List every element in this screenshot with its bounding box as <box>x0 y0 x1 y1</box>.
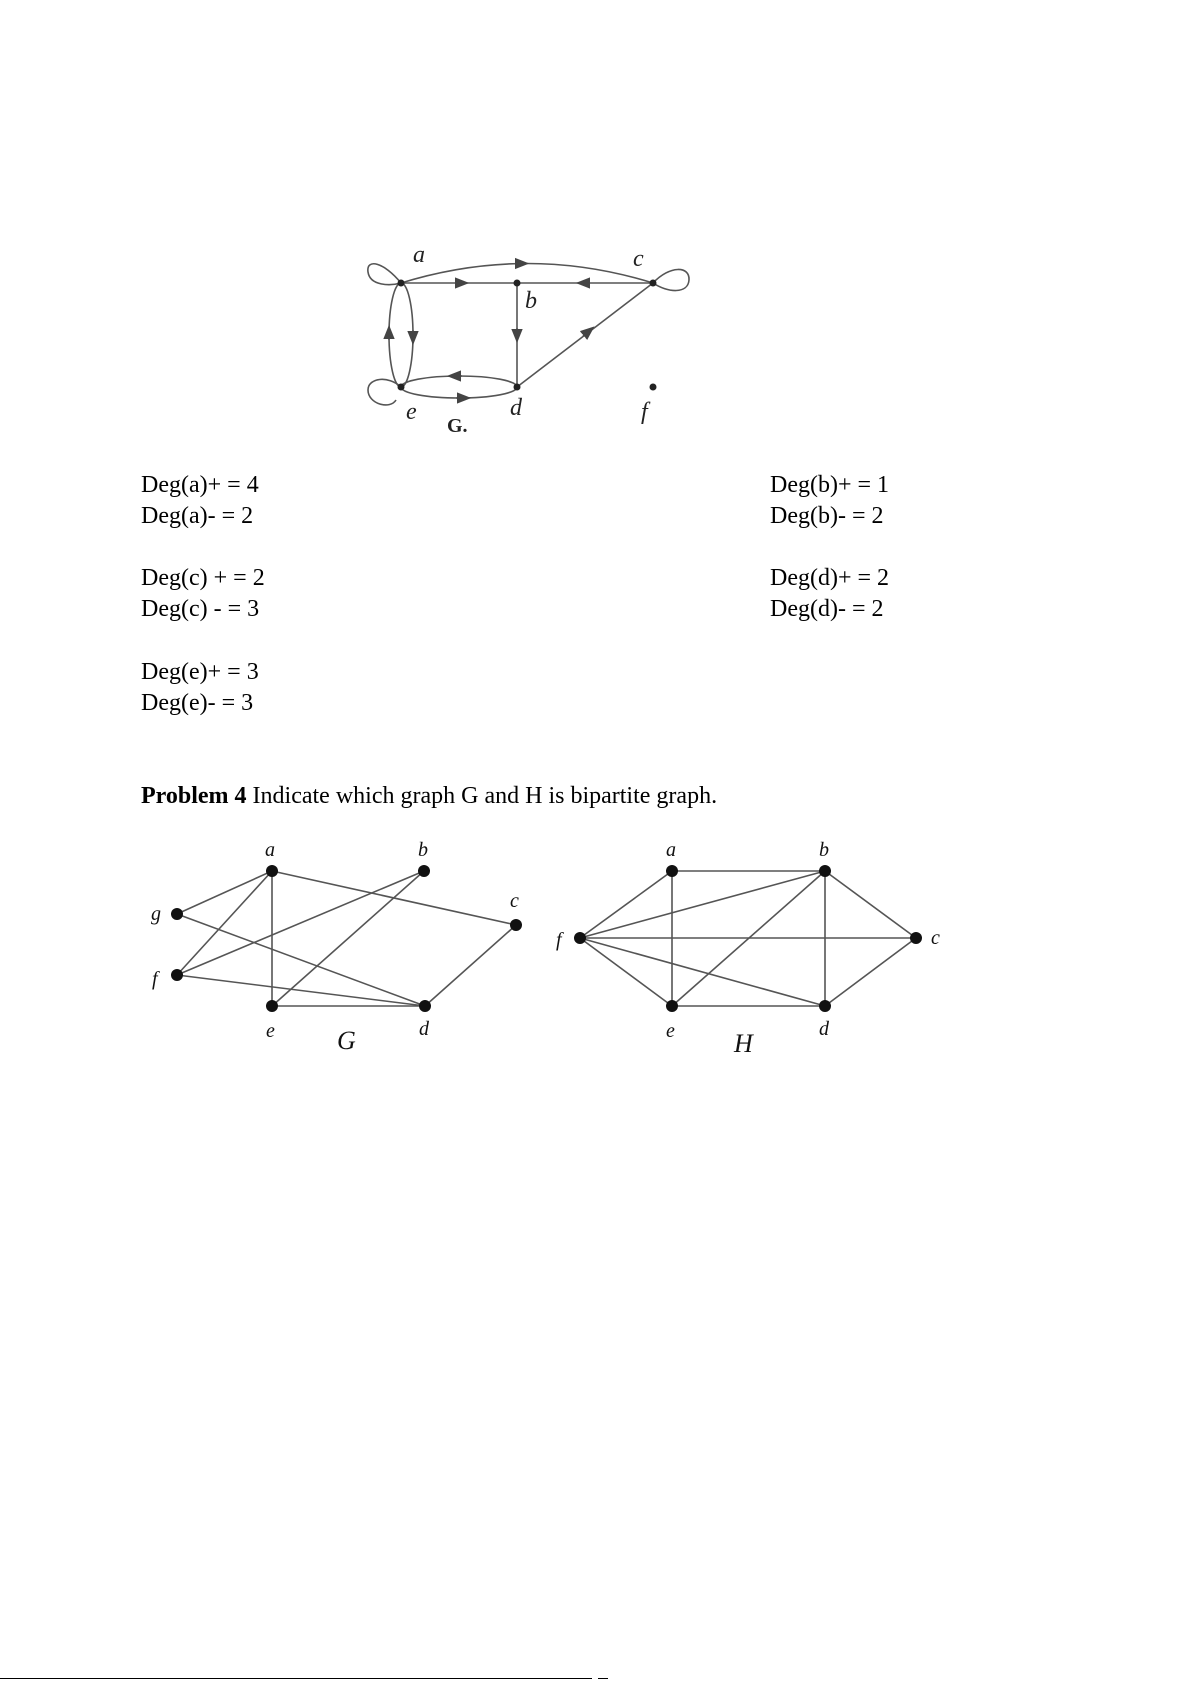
problem-4-text: Indicate which graph G and H is bipartite graph. <box>246 783 718 809</box>
g-node-a <box>266 865 278 877</box>
deg-d-in: Deg(d)- = 2 <box>770 596 884 622</box>
figure1-caption: G. <box>447 415 468 435</box>
g-node-c <box>510 919 522 931</box>
h-label-b: b <box>819 839 829 861</box>
node-b <box>514 280 521 287</box>
loop-c <box>653 269 689 290</box>
h-node-e <box>666 1000 678 1012</box>
deg-c-in: Deg(c) - = 3 <box>141 596 260 622</box>
h-label-f: f <box>556 929 562 951</box>
edge-a-e-pair <box>389 283 413 387</box>
node-f <box>650 384 657 391</box>
deg-d-out: Deg(d)+ = 2 <box>770 565 890 591</box>
problem-4-statement <box>141 783 717 810</box>
loop-a <box>368 264 401 285</box>
g-node-g <box>171 908 183 920</box>
problem-4-label: Problem 4 <box>141 783 247 809</box>
g-label-a: a <box>265 839 275 861</box>
label-f: f <box>641 399 648 425</box>
label-b: b <box>525 288 537 314</box>
node-a <box>398 280 405 287</box>
deg-a-out: Deg(a)+ = 4 <box>141 472 259 498</box>
edge-e-d-pair <box>401 376 517 398</box>
deg-e-in: Deg(e)- = 3 <box>141 690 254 716</box>
h-node-a <box>666 865 678 877</box>
g-label-d: d <box>419 1018 429 1040</box>
graph-h-caption: H <box>734 1029 753 1055</box>
node-c <box>650 280 657 287</box>
footer-tick <box>598 1678 608 1679</box>
edge-a-c <box>401 264 653 284</box>
g-label-g: g <box>151 903 161 925</box>
g-node-e <box>266 1000 278 1012</box>
g-label-c: c <box>510 890 519 912</box>
graph-g-caption: G <box>337 1026 356 1055</box>
deg-c-out: Deg(c) + = 2 <box>141 565 265 591</box>
g-node-f <box>171 969 183 981</box>
node-e <box>398 384 405 391</box>
graph-g-svg <box>140 835 540 1055</box>
directed-graph-figure <box>360 235 700 435</box>
directed-graph-svg <box>360 235 700 435</box>
h-node-b <box>819 865 831 877</box>
graph-g-figure <box>140 835 540 1055</box>
g-node-d <box>419 1000 431 1012</box>
h-label-e: e <box>666 1020 675 1042</box>
deg-a-in: Deg(a)- = 2 <box>141 503 254 529</box>
g-node-b <box>418 865 430 877</box>
h-label-d: d <box>819 1018 829 1040</box>
label-c: c <box>633 246 644 272</box>
h-label-a: a <box>666 839 676 861</box>
deg-e-out: Deg(e)+ = 3 <box>141 659 259 685</box>
deg-b-in: Deg(b)- = 2 <box>770 503 884 529</box>
footer-rule <box>0 1678 592 1679</box>
loop-e <box>368 379 401 405</box>
graph-h-svg <box>550 835 960 1055</box>
label-d: d <box>510 395 522 421</box>
h-node-f <box>574 932 586 944</box>
deg-b-out: Deg(b)+ = 1 <box>770 472 890 498</box>
g-label-e: e <box>266 1020 275 1042</box>
h-label-c: c <box>931 927 940 949</box>
node-d <box>514 384 521 391</box>
g-label-f: f <box>152 968 158 990</box>
h-node-d <box>819 1000 831 1012</box>
h-node-c <box>910 932 922 944</box>
g-label-b: b <box>418 839 428 861</box>
graph-h-figure <box>550 835 960 1055</box>
label-e: e <box>406 399 417 425</box>
label-a: a <box>413 242 425 268</box>
